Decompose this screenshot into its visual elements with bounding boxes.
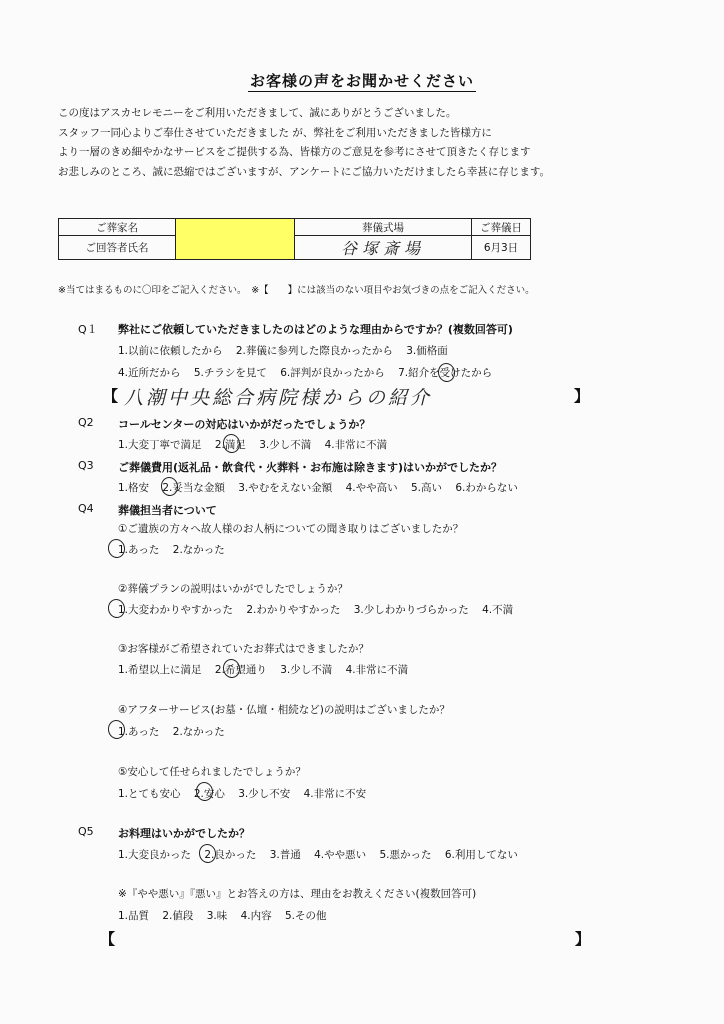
q4-sub4-options [118,724,235,739]
redacted-name [176,219,295,260]
q3-question: ご葬儀費用(返礼品・飲食代・火葬料・お布施は除きます)はいかがでしたか？ [118,461,503,474]
q1-options-row1 [118,343,458,358]
q4-sub5-option[interactable]: 2.安心 [193,788,225,800]
open-bracket: 【 [103,387,119,405]
q3-option[interactable]: 4.やや高い [345,482,398,494]
q1-option[interactable]: 6.評判が良かったから [280,367,385,379]
q5-option[interactable]: 2.良かった [204,849,257,861]
q5-reason-option[interactable]: 4.内容 [240,910,272,922]
q1-option[interactable]: 5.チラシを見て [193,367,267,379]
q5-option[interactable]: 4.やや悪い [314,849,367,861]
q2-option[interactable]: 1.大変丁寧で満足 [118,439,202,451]
q3-option[interactable]: 6.わからない [455,482,518,494]
q5-option[interactable]: 3.普通 [269,849,301,861]
q5-option[interactable]: 6.利用してない [444,849,518,861]
close-bracket: 】 [574,387,590,405]
q2-option[interactable]: 2.満足 [214,439,246,451]
q4-sub2-option[interactable]: 2.わかりやすかった [246,604,341,616]
q1-option[interactable]: 4.近所だから [118,367,181,379]
q4-sub2-option[interactable]: 3.少しわかりづらかった [353,604,469,616]
intro-text [58,104,550,182]
q5-follow-up: ※『やや悪い』『悪い』とお答えの方は、理由をお教えください(複数回答可) [118,888,477,900]
q4-sub5-options [118,786,376,801]
q5-reason-option[interactable]: 1.品質 [118,910,150,922]
q4-sub1-question: ①ご遺族の方々へ故人様のお人柄についての聞き取りはございましたか？ [118,523,464,535]
info-table [58,218,531,260]
q1-question: 弊社にご依頼していただきましたのはどのような理由からですか？(複数回答可) [118,323,513,336]
date-value: 6月3日 [472,236,531,260]
q3-option[interactable]: 5.高い [411,482,443,494]
q1-option[interactable]: 2.葬儀に参列した際良かったから [235,345,393,357]
q4-sub5-question: ⑤安心して任せられましたでしょうか？ [118,766,306,778]
q3-options [118,480,528,495]
page-title: お客様の声をお聞かせください [249,72,474,90]
intro-line: お悲しみのところ、誠に恐縮ではございますが、アンケートにご協力いただけましたら幸甚に存じます。 [58,165,551,178]
q1-option[interactable]: 1.以前に依頼したから [118,345,223,357]
q5-number: Q5 [78,825,94,838]
q1-reason-handwritten: 八潮中央総合病院様からの紹介 [124,387,433,409]
q2-number: Q2 [78,416,94,429]
q5-reason-options [118,908,337,923]
q4-sub3-options [118,662,418,677]
q3-number: Q3 [78,459,94,472]
q3-option[interactable]: 2.妥当な金額 [162,482,225,494]
q4-sub1-option[interactable]: 1.あった [118,544,160,556]
q4-sub3-option[interactable]: 3.少し不満 [280,664,333,676]
q4-sub2-option[interactable]: 1.大変わかりやすかった [118,604,234,616]
q3-option[interactable]: 1.格安 [118,482,150,494]
q4-sub2-option[interactable]: 4.不満 [482,604,514,616]
q5-option[interactable]: 5.悪かった [379,849,432,861]
q1-option[interactable]: 7.紹介を受けたから [398,367,493,379]
q4-sub3-question: ③お客様がご希望されていたお葬式はできましたか？ [118,643,369,655]
instruction-note: ※当てはまるものに〇印をご記入ください。 ※【 】には該当のない項目やお気づきの点をご記入ください。 [58,285,535,296]
q4-sub3-option[interactable]: 2.希望通り [214,664,267,676]
date-label: ご葬儀日 [472,219,531,236]
q4-sub5-option[interactable]: 1.とても安心 [118,788,181,800]
intro-line: この度はアスカセレモニーをご利用いただきまして、誠にありがとうございました。 [58,107,457,119]
q4-sub3-option[interactable]: 1.希望以上に満足 [118,664,202,676]
q4-sub2-question: ②葬儀プランの説明はいかがでしたでしょうか？ [118,583,348,595]
q4-sub3-option[interactable]: 4.非常に不満 [345,664,409,676]
q4-sub4-option[interactable]: 2.なかった [172,726,225,738]
intro-line: スタッフ一同心よりご奉仕させていただきました が、弊社をご利用いただきました皆様方に [58,126,492,139]
q4-sub4-option[interactable]: 1.あった [118,726,160,738]
venue-value: 谷塚斎場 [295,236,472,260]
q4-question: 葬儀担当者について [118,504,217,517]
q1-number: Q１ [78,323,98,336]
q5-reason-option[interactable]: 5.その他 [285,910,327,922]
respondent-label: ご回答者氏名 [59,236,176,260]
q5-reason-option[interactable]: 3.味 [206,910,228,922]
q4-sub1-options [118,542,235,557]
q4-sub5-option[interactable]: 3.少し不安 [238,788,291,800]
q5-reason-option[interactable]: 2.値段 [162,910,194,922]
q4-sub5-option[interactable]: 4.非常に不安 [303,788,367,800]
open-bracket: 【 [100,930,116,948]
q4-sub1-option[interactable]: 2.なかった [172,544,225,556]
q5-option[interactable]: 1.大変良かった [118,849,192,861]
q2-option[interactable]: 4.非常に不満 [324,439,388,451]
q5-question: お料理はいかがでしたか？ [118,827,250,840]
q2-option[interactable]: 3.少し不満 [259,439,312,451]
intro-line: より一層のきめ細やかなサービスをご提供する為、皆様方のご意見を参考にさせて頂きたく存じます [58,146,531,158]
venue-label: 葬儀式場 [295,219,472,236]
q3-option[interactable]: 3.やむをえない金額 [238,482,333,494]
q4-number: Q4 [78,502,94,515]
q5-options [118,847,528,862]
q2-question: コールセンターの対応はいかがだったでしょうか？ [118,418,371,431]
family-name-label: ご葬家名 [59,219,176,236]
close-bracket: 】 [575,930,591,948]
q1-option[interactable]: 3.価格面 [406,345,448,357]
q4-sub2-options [118,602,523,617]
q2-options [118,437,397,452]
q4-sub4-question: ④アフターサービス(お墓・仏壇・相続など)の説明はございましたか？ [118,704,450,716]
